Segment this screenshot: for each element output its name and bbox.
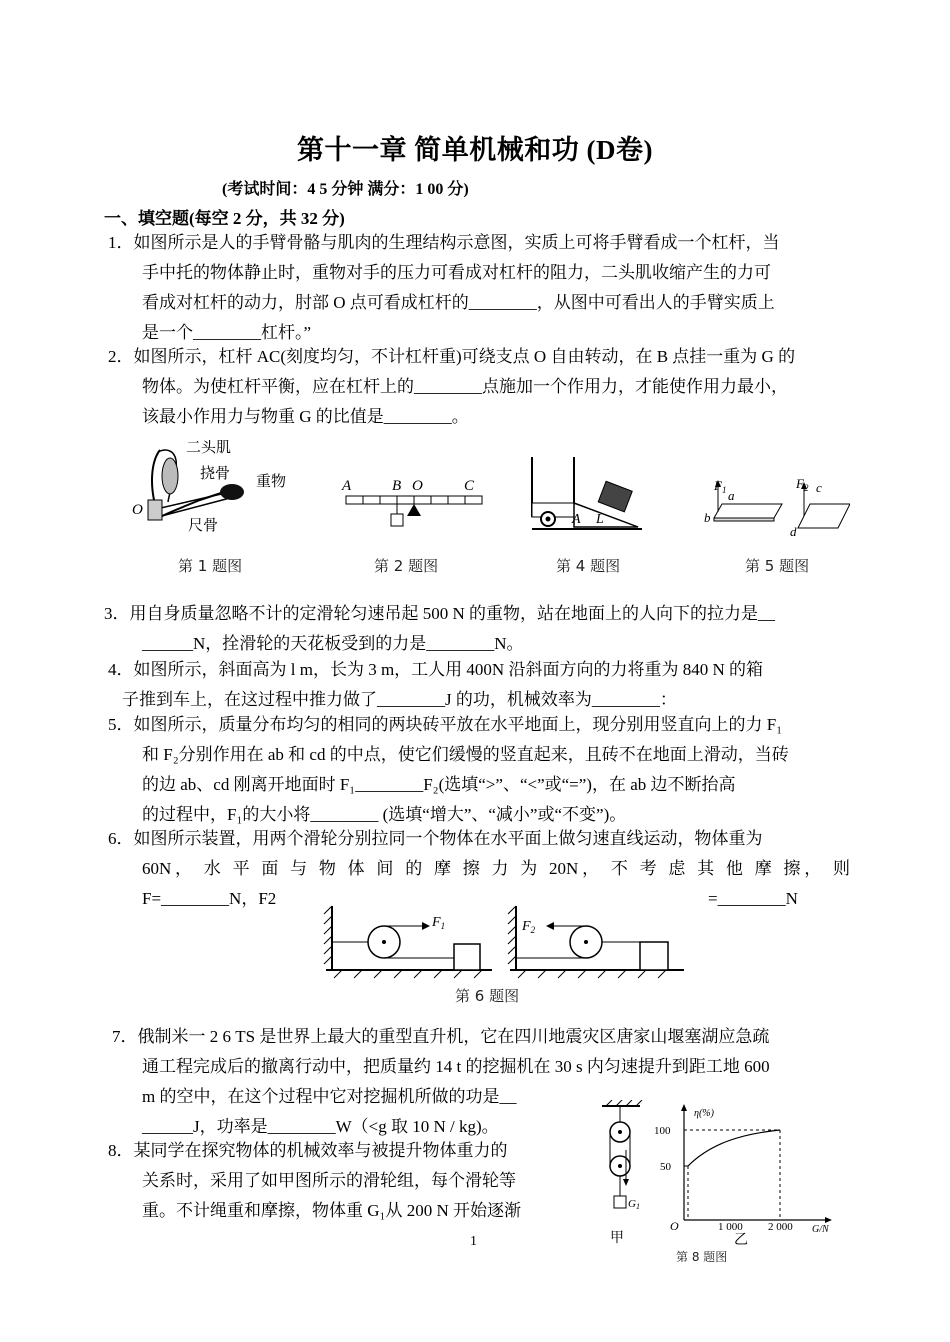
figure-5-bricks <box>700 474 850 538</box>
figure-6-pulleys <box>322 904 688 982</box>
fig8-ytick-50: 50 <box>660 1161 671 1173</box>
question-2 <box>108 342 850 432</box>
q5-line-4: 的过程中，F₁的大小将________ (选填“增大”、“减小”或“不变”)。 <box>142 805 627 824</box>
fig8-xtick-2000: 2 000 <box>768 1221 793 1233</box>
q5-line-1: 5．如图所示，质量分布均匀的相同的两块砖平放在水平地面上，现分别用竖直向上的力 F₁ <box>108 715 783 734</box>
fig5-f2: $F_2$ <box>796 476 809 493</box>
fig2-caption: 第 2 题图 <box>374 557 439 575</box>
fig1-pivot-label: O <box>132 502 143 518</box>
question-3 <box>104 599 850 659</box>
fig4-caption: 第 4 题图 <box>556 557 621 575</box>
fig8-left-label: 甲 <box>610 1231 624 1246</box>
fig6-f2: $F_2$ <box>522 919 536 935</box>
q6-line-3a: F=________N，F2 <box>142 889 277 908</box>
q1-line-3: 看成对杠杆的动力，肘部 O 点可看成杠杆的________，从图中可看出人的手臂实质上 <box>142 293 775 312</box>
fig5-label-c: c <box>816 480 822 495</box>
q6-line-2-wrap <box>108 854 850 884</box>
fig4-label-l: L <box>596 512 604 527</box>
q8-line-1: 8．某同学在探究物体的机械效率与被提升物体重力的 <box>108 1141 508 1160</box>
fig5-label-d: d <box>790 524 797 538</box>
fig6-caption: 第 6 题图 <box>455 987 520 1005</box>
fig5-label-b: b <box>704 510 711 525</box>
fig1-radius-label: 挠骨 <box>200 466 231 482</box>
fig1-weight-label: 重物 <box>256 474 287 490</box>
fig6-f1: $F_1$ <box>432 915 446 931</box>
figure-2-lever <box>338 474 488 534</box>
fig4-label-a: A <box>572 512 581 527</box>
q1-line-4: 是一个________杠杆。” <box>142 323 312 342</box>
q2-line-1: 2．如图所示，杠杆 AC(刻度均匀，不计杠杆重)可绕支点 O 自由转动，在 B 点挂一重为 G 的 <box>108 347 796 366</box>
question-8 <box>108 1136 588 1226</box>
q7-line-3: m 的空中，在这个过程中它对挖掘机所做的功是__ <box>142 1087 517 1106</box>
q1-line-1: 1．如图所示是人的手臂骨骼与肌肉的生理结构示意图，实质上可将手臂看成一个杠杆，当 <box>108 233 780 252</box>
q7-line-4: ______J，功率是________W（<g 取 10 N / kg)。 <box>142 1117 499 1136</box>
q2-line-3: 该最小作用力与物重 G 的比值是________。 <box>142 407 469 426</box>
fig8-xtick-origin: O <box>670 1219 679 1233</box>
question-4 <box>108 655 850 715</box>
fig8-ytick-100: 100 <box>654 1125 671 1137</box>
q8-line-3: 重。不计绳重和摩擦，物体重 G₁从 200 N 开始逐渐 <box>142 1201 521 1220</box>
q5-line-3: 的边 ab、cd 刚离开地面时 F₁________F₂(选填“>”、“<”或“=”)，在 ab 边不断抬高 <box>142 775 736 794</box>
q4-line-2: 子推到车上，在这过程中推力做了________J 的功，机械效率为________： <box>122 690 677 709</box>
fig8-xtick-1000: 1 000 <box>718 1221 743 1233</box>
page-title: 第十一章 简单机械和功 (D卷) <box>297 135 653 165</box>
q1-line-2: 手中托的物体静止时，重物对手的压力可看成对杠杆的阻力，二头肌收缩产生的力可 <box>142 263 771 282</box>
fig5-f1: $F_1$ <box>714 478 727 495</box>
fig2-label-a: A <box>342 478 352 494</box>
fig8-ylabel: η(%) <box>694 1108 714 1119</box>
q8-line-2: 关系时，采用了如甲图所示的滑轮组，每个滑轮等 <box>142 1171 516 1190</box>
fig1-ulna-label: 尺骨 <box>188 518 219 534</box>
fig5-caption: 第 5 题图 <box>745 557 810 575</box>
q3-line-1: 3．用自身质量忽略不计的定滑轮匀速吊起 500 N 的重物，站在地面上的人向下的拉力是__ <box>104 604 776 623</box>
q3-line-2: ______N，拴滑轮的天花板受到的力是________N。 <box>142 634 524 653</box>
fig1-caption: 第 1 题图 <box>178 557 243 575</box>
q7-line-2: 通工程完成后的撤离行动中，把质量约 14 t 的挖掘机在 30 s 内匀速提升到距工地 600 <box>142 1057 770 1076</box>
fig2-label-c: C <box>464 478 475 494</box>
q4-line-1: 4．如图所示，斜面高为 l m，长为 3 m，工人用 400N 沿斜面方向的力将重为 840 N 的箱 <box>108 660 763 679</box>
figure-8-pulley-block <box>598 1100 648 1250</box>
q5-line-2: 和 F₂分别作用在 ab 和 cd 的中点，使它们缓慢的竖直起来，且砖不在地面上滑动，当砖 <box>142 745 789 764</box>
q6-line-3b: =________N <box>708 889 798 908</box>
q6-line-1: 6．如图所示装置，用两个滑轮分别拉同一个物体在水平面上做匀速直线运动，物体重为 <box>108 829 763 848</box>
figure-4-incline <box>528 455 648 540</box>
q7-line-1: 7．俄制米一 2 6 TS 是世界上最大的重型直升机，它在四川地震灾区唐家山堰塞湖应急疏 <box>112 1027 770 1046</box>
fig2-label-o: O <box>412 478 423 494</box>
fig1-biceps-label: 二头肌 <box>186 440 232 456</box>
question-5 <box>108 710 850 830</box>
figure-8-efficiency-graph <box>650 1100 840 1248</box>
question-6 <box>108 824 850 914</box>
question-1 <box>108 228 850 348</box>
q6-line-2: 60N， 水 平 面 与 物 体 间 的 摩 擦 力 为 20N， 不 考 虑 其 他 摩 擦， 则 <box>142 859 850 878</box>
fig8-xlabel: G/N <box>812 1224 829 1235</box>
exam-info: (考试时间：4 5 分钟 满分：1 00 分) <box>222 181 469 198</box>
fig5-label-a: a <box>728 488 735 503</box>
fig2-label-b: B <box>392 478 402 494</box>
figure-1-arm <box>130 440 300 540</box>
fig8-g1: G1 <box>628 1198 640 1211</box>
fig8-right-label: 乙 <box>734 1233 748 1248</box>
q2-line-2: 物体。为使杠杆平衡，应在杠杆上的________点施加一个作用力，才能使作用力最小， <box>142 377 788 396</box>
page-number: 1 <box>470 1234 477 1249</box>
section-heading: 一、填空题(每空 2 分，共 32 分) <box>104 209 345 228</box>
fig8-caption: 第 8 题图 <box>676 1250 728 1264</box>
